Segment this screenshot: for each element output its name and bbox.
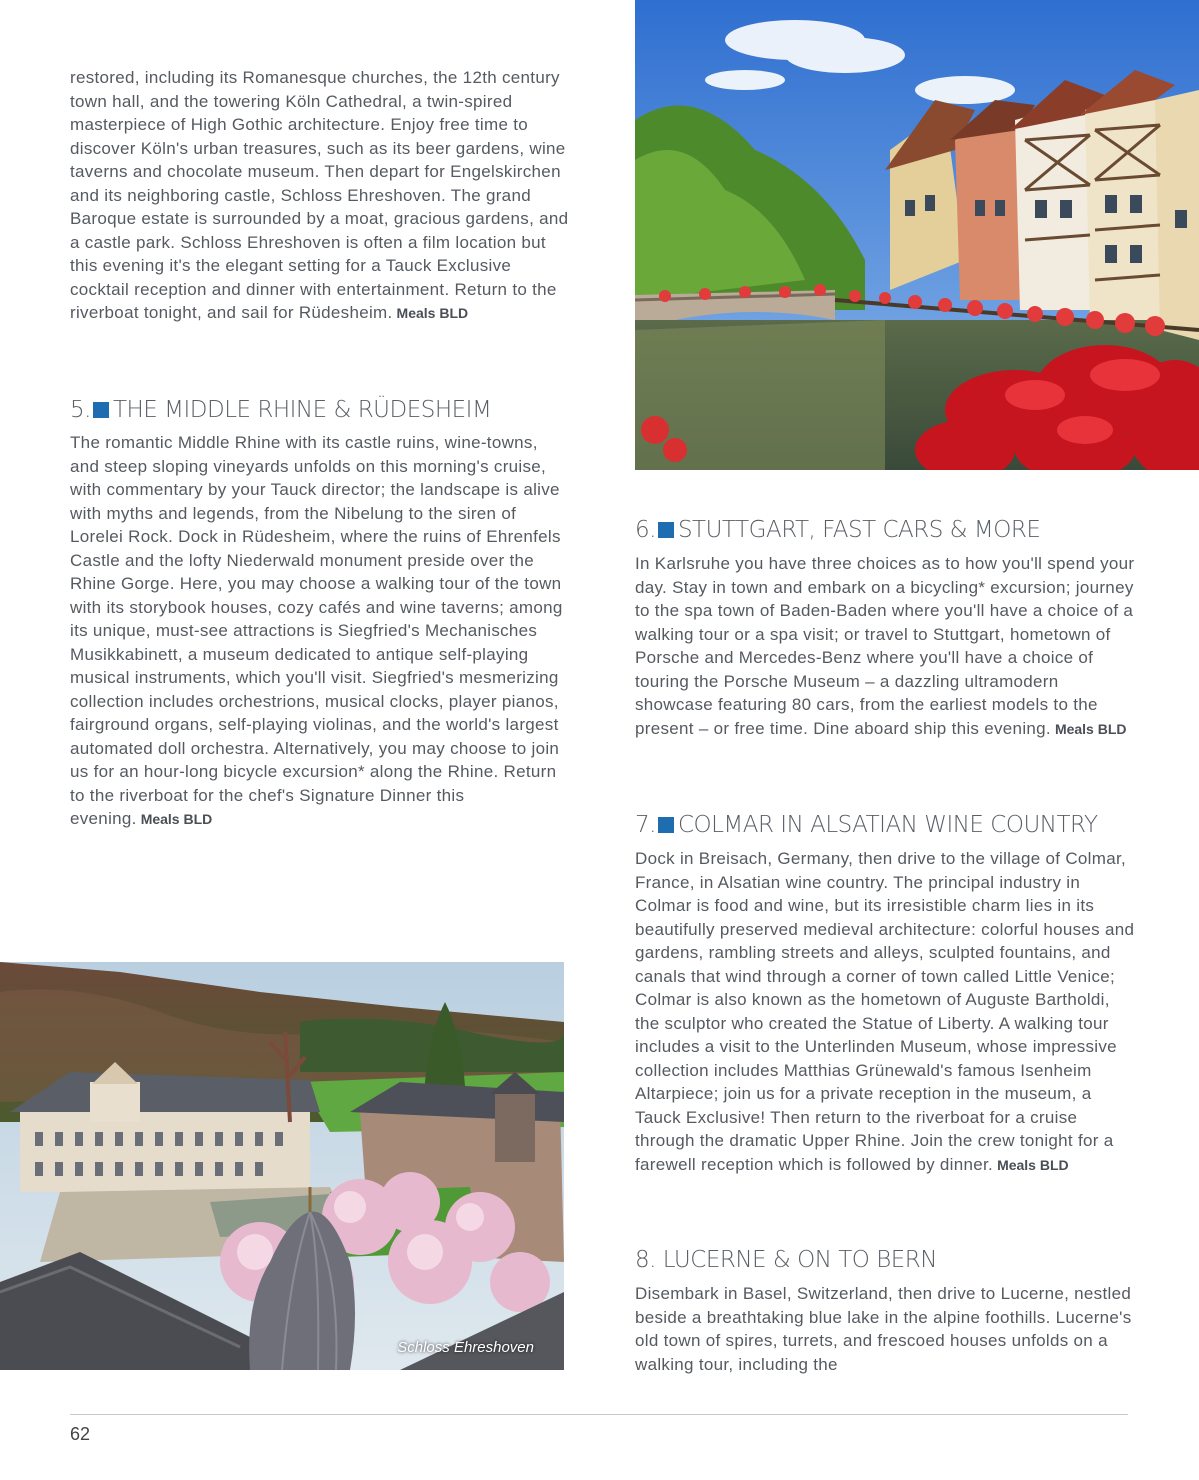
- day4-meals: Meals BLD: [396, 305, 469, 321]
- day6-heading: [635, 516, 1040, 544]
- day4-paragraph: [70, 66, 570, 326]
- colmar-little-venice-photo: [635, 0, 1199, 470]
- day6-title: STUTTGART, FAST CARS & MORE: [677, 517, 1041, 543]
- colmar-photo-illustration: [635, 0, 1199, 470]
- schloss-photo-illustration: [0, 962, 564, 1370]
- day8-title: LUCERNE & ON TO BERN: [662, 1247, 937, 1273]
- day5-number: 5.: [70, 397, 91, 423]
- day6-meals: Meals BLD: [1054, 720, 1127, 737]
- day8-heading: [635, 1246, 937, 1274]
- day4-text: restored, including its Romanesque churches, the 12th century town hall, and the towering Köln Cathedral, a twin-spired masterpiece of High Gothic architecture. Enjoy free time to discover Köln's urban treasures, such as its beer gardens, wine taverns and chocolate museum. Then depart for Engelskirchen and its neighboring castle, Schloss Ehreshoven. The grand Baroque estate is surrounded by a moat, gracious gardens, and a castle park. Schloss Ehreshoven is often a film location but this evening it's the elegant setting for a Tauck Exclusive cocktail reception and dinner with entertainment. Return to the riverboat tonight, and sail for Rüdesheim.: [70, 68, 569, 322]
- day7-number: 7.: [635, 812, 656, 838]
- page-number: 62: [70, 1424, 91, 1444]
- day7-paragraph: [635, 847, 1135, 1177]
- blue-square-bullet-icon: [658, 817, 674, 833]
- schloss-ehreshoven-photo: [0, 962, 564, 1370]
- day7-title: COLMAR IN ALSATIAN WINE COUNTRY: [677, 812, 1098, 838]
- day7-meals: Meals BLD: [997, 1156, 1069, 1173]
- day5-heading: [70, 396, 491, 424]
- schloss-photo-caption: Schloss Ehreshoven: [397, 1339, 534, 1356]
- day5-title: THE MIDDLE RHINE & RÜDESHEIM: [112, 397, 492, 423]
- day5-paragraph: [70, 431, 570, 832]
- day5-meals: Meals BLD: [140, 811, 213, 827]
- day5-text: The romantic Middle Rhine with its castle ruins, wine-towns, and steep sloping vineyards unfolds on this morning's cruise, with commentary by your Tauck director; the landscape is alive with myths and legends, from the Nibelung to the siren of Lorelei Rock. Dock in Rüdesheim, where the ruins of Ehrenfels Castle and the lofty Niederwald monument preside over the Rhine Gorge. Here, you may choose a walking tour of the town with its storybook houses, cozy cafés and wine taverns; among its unique, must-see attractions is Siegfried's Mechanisches Musikkabinett, a museum dedicated to antique self-playing musical instruments, which you'll visit. Siegfried's mesmerizing collection includes orchestrions, musical clocks, player pianos, fairground organs, self-playing violinas, and the world's largest automated doll orchestra. Alternatively, you may choose to join us for an hour-long bicycle excursion* along the Rhine. Return to the riverboat for the chef's Signature Dinner this evening.: [70, 433, 563, 828]
- day8-text: Disembark in Basel, Switzerland, then drive to Lucerne, nestled beside a breathtaking blue lake in the alpine foothills. Lucerne's old town of spires, turrets, and frescoed houses unfolds on a walking tour, including the: [635, 1284, 1132, 1374]
- day7-heading: [635, 811, 1098, 839]
- blue-square-bullet-icon: [93, 402, 109, 418]
- day7-text: Dock in Breisach, Germany, then drive to the village of Colmar, France, in Alsatian wine country. The principal industry in Colmar is food and wine, but its irresistible charm lies in its beautifully preserved medieval architecture: colorful houses and gardens, rambling streets and alleys, sculpted fountains, and canals that wind through a corner of town called Little Venice; Colmar is also known as the hometown of Auguste Bartholdi, the sculptor who created the Statue of Liberty. A walking tour includes a visit to the Unterlinden Museum, whose impressive collection includes Matthias Grünewald's famous Isenheim Altarpiece; join us for a private reception in the museum, a Tauck Exclusive! Then return to the riverboat for a cruise through the dramatic Upper Rhine. Join the crew tonight for a farewell reception which is followed by dinner.: [635, 849, 1135, 1174]
- blue-square-bullet-icon: [658, 522, 674, 538]
- day8-number: 8.: [635, 1247, 656, 1273]
- day6-number: 6.: [635, 517, 656, 543]
- day6-paragraph: [635, 552, 1135, 741]
- day6-text: In Karlsruhe you have three choices as to how you'll spend your day. Stay in town and embark on a bicycling* excursion; journey to the spa town of Baden-Baden where you'll have a choice of a walking tour or a spa visit; or travel to Stuttgart, hometown of Porsche and Mercedes-Benz where you'll have a choice of touring the Porsche Museum – a dazzling ultramodern showcase featuring 80 cars, from the earliest models to the present – or free time. Dine aboard ship this evening.: [635, 554, 1135, 738]
- day8-paragraph: [635, 1282, 1135, 1376]
- footer-divider: [70, 1414, 1128, 1415]
